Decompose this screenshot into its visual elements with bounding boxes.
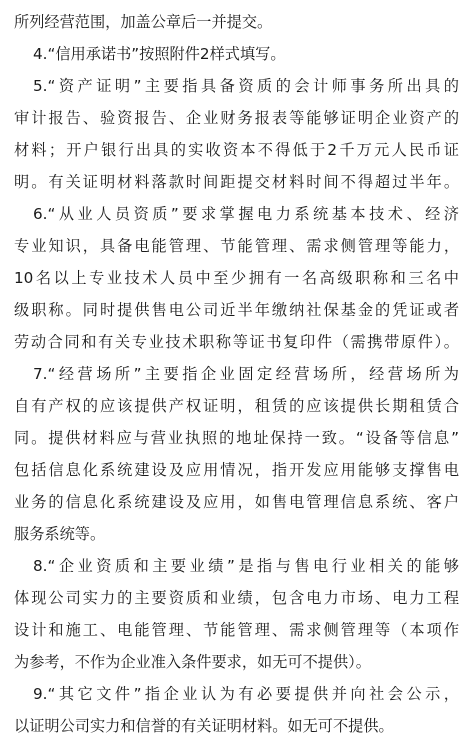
text-line: 10名以上专业技术人员中至少拥有一名高级职称和三名中: [14, 269, 459, 287]
text-line: 4.“信用承诺书”按照附件2样式填写。: [33, 45, 286, 63]
text-line: 自有产权的应该提供产权证明，租赁的应该提供长期租赁合: [14, 397, 459, 415]
text-line: 6.“从业人员资质”要求掌握电力系统基本技术、经济: [33, 205, 459, 223]
text-line: 为参考，不作为企业准入条件要求，如无可不提供）。: [14, 653, 371, 671]
text-line: 劳动合同和有关专业技术职称等证书复印件（需携带原件）。: [14, 333, 459, 351]
text-line: 级职称。同时提供售电公司近半年缴纳社保基金的凭证或者: [14, 301, 459, 319]
text-line: 专业知识，具备电能管理、节能管理、需求侧管理等能力，: [14, 237, 459, 255]
text-line: 同。提供材料应与营业执照的地址保持一致。“设备等信息”: [14, 429, 459, 447]
text-line: 材料；开户银行出具的实收资本不得低于2千万元人民币证: [14, 141, 459, 159]
text-line: 8.“企业资质和主要业绩”是指与售电行业相关的能够: [33, 557, 459, 575]
text-line: 所列经营范围，加盖公章后一并提交。: [14, 13, 273, 31]
text-line: 服务系统等。: [14, 525, 106, 543]
text-line: 以证明公司实力和信誉的有关证明材料。如无可不提供。: [14, 717, 394, 735]
text-line: 包括信息化系统建设及应用情况，指开发应用能够支撑售电: [14, 461, 459, 479]
text-line: 明。有关证明材料落款时间距提交材料时间不得超过半年。: [14, 173, 459, 191]
text-line: 设计和施工、电能管理、节能管理、需求侧管理等（本项作: [14, 621, 459, 639]
text-line: 7.“经营场所”主要指企业固定经营场所，经营场所为: [33, 365, 459, 383]
text-line: 体现公司实力的主要资质和业绩，包含电力市场、电力工程: [14, 589, 459, 607]
text-line: 审计报告、验资报告、企业财务报表等能够证明企业资产的: [14, 109, 459, 127]
text-line: 5.“资产证明”主要指具备资质的会计师事务所出具的: [33, 77, 459, 95]
text-line: 业务的信息化系统建设及应用，如售电管理信息系统、客户: [14, 493, 459, 511]
text-line: 9.“其它文件”指企业认为有必要提供并向社会公示，: [33, 685, 459, 703]
